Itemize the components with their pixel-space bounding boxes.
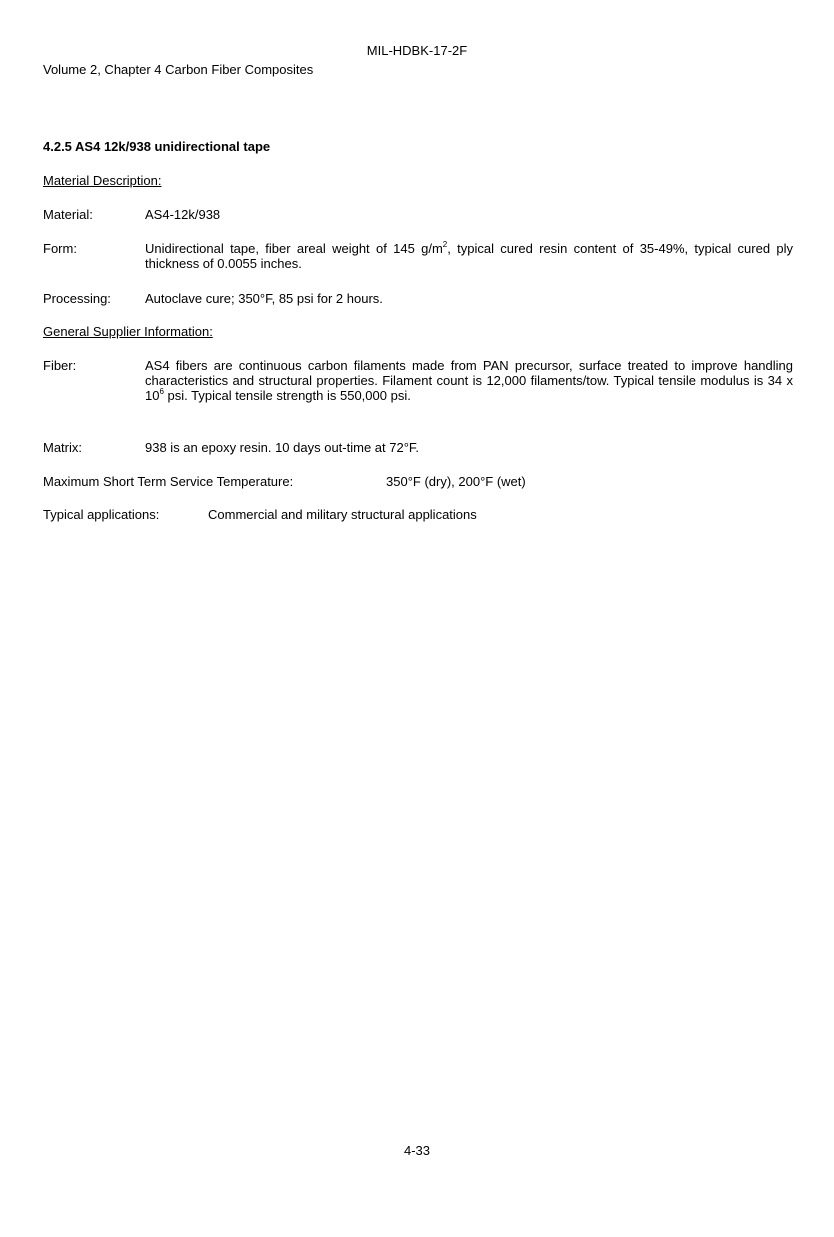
form-label: Form:	[43, 241, 77, 256]
document-id: MIL-HDBK-17-2F	[366, 43, 468, 58]
processing-value: Autoclave cure; 350°F, 85 psi for 2 hours.	[145, 291, 383, 306]
applications-row	[43, 507, 477, 522]
max-temp-row	[43, 474, 526, 489]
material-description-heading: Material Description:	[43, 173, 162, 188]
max-temp-label: Maximum Short Term Service Temperature:	[43, 474, 294, 489]
volume-chapter-header: Volume 2, Chapter 4 Carbon Fiber Composites	[43, 62, 314, 77]
material-value: AS4-12k/938	[145, 207, 221, 222]
form-value-text-1: Unidirectional tape, fiber areal weight of 145 g/m	[145, 241, 443, 256]
max-temp-value: 350°F (dry), 200°F (wet)	[386, 474, 526, 489]
form-value-text-2: , typical cured resin content of 35-49%, typical cured ply thickness of 0.0055 inches.	[145, 241, 794, 271]
fiber-value-text-1: AS4 fibers are continuous carbon filaments made from PAN precursor, surface treated to improve handling characteristics and structural properties. Filament count is 12,000 filaments/tow. Typical tensile modulus is 34 x 10	[145, 358, 793, 403]
fiber-label: Fiber:	[43, 358, 77, 373]
supplier-info-heading: General Supplier Information:	[43, 324, 213, 339]
form-value-superscript: 2	[442, 239, 448, 249]
processing-label: Processing:	[43, 291, 111, 306]
fiber-value-superscript: 6	[159, 386, 164, 396]
page-number: 4-33	[403, 1143, 431, 1158]
applications-value: Commercial and military structural applications	[208, 507, 477, 522]
section-title: 4.2.5 AS4 12k/938 unidirectional tape	[43, 139, 271, 154]
matrix-value: 938 is an epoxy resin. 10 days out-time at 72°F.	[145, 440, 420, 455]
form-value	[145, 241, 793, 271]
fiber-value	[145, 358, 793, 403]
material-label: Material:	[43, 207, 93, 222]
fiber-value-text-2: psi. Typical tensile strength is 550,000 psi.	[163, 388, 411, 403]
matrix-label: Matrix:	[43, 440, 82, 455]
applications-label: Typical applications:	[43, 507, 160, 522]
